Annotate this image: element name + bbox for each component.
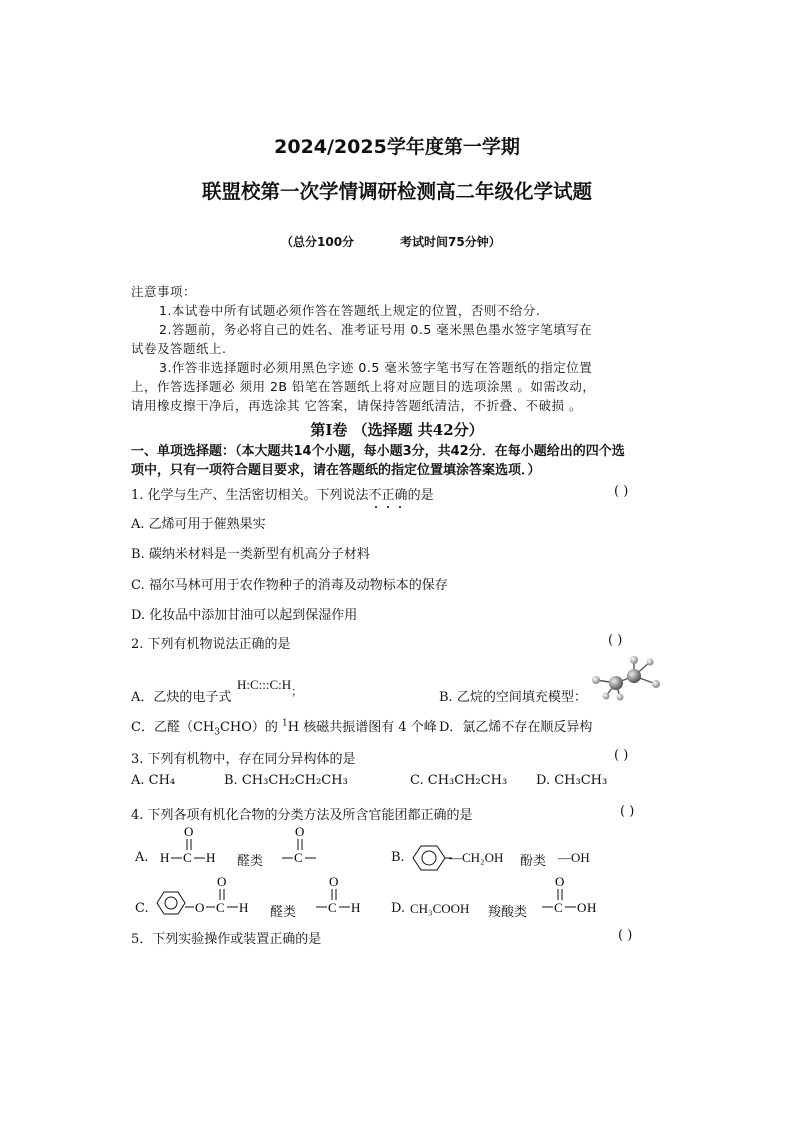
q4-option-d-label: D. xyxy=(391,901,406,916)
q4-option-d-class: 羧酸类 xyxy=(488,905,528,920)
q4-option-b-group: —CH₂OH xyxy=(449,850,504,865)
svg-text:H: H xyxy=(206,850,216,865)
notice-item-3-cont2: 请用橡皮擦干净后，再选涂其 它答案，请保持答题纸清洁，不折叠、不破损 。 xyxy=(131,398,582,413)
formaldehyde-structure xyxy=(158,823,228,868)
svg-text:H: H xyxy=(239,900,249,915)
notice-heading: 注意事项： xyxy=(131,284,197,299)
q3-option-d: D. CH₃CH₃ xyxy=(536,773,608,788)
svg-text:H: H xyxy=(351,900,361,915)
q1-option-a: A. 乙烯可用于催熟果实 xyxy=(131,517,266,532)
svg-text:C: C xyxy=(216,900,225,915)
section-instruction-cont: 项中，只有一项符合题目要求，请在答题纸的指定位置填涂答案选项．） xyxy=(131,463,541,478)
ethane-space-filling-model xyxy=(590,652,670,702)
answer-paren-q5: ( ) xyxy=(618,928,633,943)
answer-paren-q2: ( ) xyxy=(608,633,623,648)
q4-option-a-class: 醛类 xyxy=(237,854,264,869)
q4-option-d-formula: CH₃COOH xyxy=(410,901,470,916)
q2-option-d: D．氯乙烯不存在顺反异构 xyxy=(439,720,593,735)
q4-option-b-class: 酚类 xyxy=(520,854,547,869)
q1-option-b: B. 碳纳米材料是一类新型有机高分子材料 xyxy=(131,547,370,562)
svg-text:C: C xyxy=(294,850,303,865)
q3-option-a: A. CH₄ xyxy=(131,773,176,788)
svg-text:O: O xyxy=(555,874,565,889)
section-instruction: 一、单项选择题：（本大题共14个小题，每小题3分，共42分．在每小题给出的四个选 xyxy=(131,444,625,459)
svg-text:H: H xyxy=(587,900,597,915)
svg-text:O: O xyxy=(184,824,194,839)
notice-item-3: 3.作答非选择题时必须用黑色字迹 0.5 毫米签字笔书写在答题纸的指定位置 xyxy=(159,360,593,375)
q4-option-b-func: —OH xyxy=(558,850,590,865)
question-1-stem: 1. 化学与生产、生活密切相关。下列说法不正确 的是 xyxy=(131,484,434,503)
q3-option-b: B. CH₃CH₂CH₂CH₃ xyxy=(224,773,348,788)
svg-text:O: O xyxy=(577,900,587,915)
question-4-stem: 4. 下列各项有机化合物的分类方法及所含官能团都正确的是 xyxy=(131,808,473,823)
notice-item-3-cont1: 上，作答选择题必 须用 2B 铅笔在答题纸上将对应题目的选项涂黑 。如需改动， xyxy=(131,379,596,394)
svg-text:H: H xyxy=(160,850,170,865)
question-3-stem: 3. 下列有机物中，存在同分异构体的是 xyxy=(131,752,356,767)
carboxyl-group xyxy=(540,873,606,918)
q1-option-c: C. 福尔马林可用于农作物种子的消毒及动物标本的保存 xyxy=(131,578,448,593)
acetylene-electron-formula: $H:C:::C:H_;$ xyxy=(237,677,303,698)
q3-option-c: C. CH₃CH₂CH₃ xyxy=(410,773,508,788)
emphasis-not-correct: 不正确 xyxy=(369,488,408,503)
answer-paren-q4: ( ) xyxy=(620,804,635,819)
benzene-ring xyxy=(410,843,452,873)
question-5-stem: 5．下列实验操作或装置正确的是 xyxy=(131,932,322,947)
q4-option-c-class: 醛类 xyxy=(270,905,297,920)
q4-option-c-label: C. xyxy=(135,901,149,916)
phenyl-formate-structure xyxy=(152,873,272,918)
svg-text:O: O xyxy=(329,874,339,889)
svg-text:C: C xyxy=(554,900,563,915)
notice-item-2-cont: 试卷及答题纸上. xyxy=(131,341,227,356)
q2-option-a-label: A．乙炔的电子式 xyxy=(131,690,232,705)
q4-option-a-label: A. xyxy=(135,850,149,865)
svg-text:C: C xyxy=(328,900,337,915)
answer-paren-q1: ( ) xyxy=(614,484,629,499)
notice-item-1: 1.本试卷中所有试题必须作答在答题纸上规定的位置，否则不给分. xyxy=(159,303,541,318)
answer-paren-q3: ( ) xyxy=(614,748,629,763)
q4-option-b-label: B. xyxy=(391,850,405,865)
aldehyde-group xyxy=(314,873,370,918)
svg-text:C: C xyxy=(183,850,192,865)
carbonyl-group xyxy=(280,823,330,868)
exam-title-line1: 2024/2025学年度第一学期 xyxy=(274,136,520,158)
svg-text:O: O xyxy=(195,900,205,915)
notice-item-2: 2.答题前，务必将自己的姓名、准考证号用 0.5 毫米黑色墨水签字笔填写在 xyxy=(159,322,593,337)
time-info: 考试时间75分钟） xyxy=(400,235,501,249)
svg-text:O: O xyxy=(295,824,305,839)
exam-title-line2: 联盟校第一次学情调研检测高二年级化学试题 xyxy=(201,180,592,203)
q1-option-d: D. 化妆品中添加甘油可以起到保湿作用 xyxy=(131,608,358,623)
q2-option-b-label: B. 乙烷的空间填充模型： xyxy=(439,690,587,705)
section-heading: 第Ⅰ卷 （选择题 共42分） xyxy=(310,421,484,439)
q2-option-c: C．乙醛$(CH_3CHO)$的 $^1$H 核磁共振谱图有 4 个峰 xyxy=(131,718,437,738)
score-info: （总分100分 xyxy=(281,235,355,249)
question-2-stem: 2. 下列有机物说法正确的是 xyxy=(131,637,291,652)
svg-text:O: O xyxy=(217,874,227,889)
